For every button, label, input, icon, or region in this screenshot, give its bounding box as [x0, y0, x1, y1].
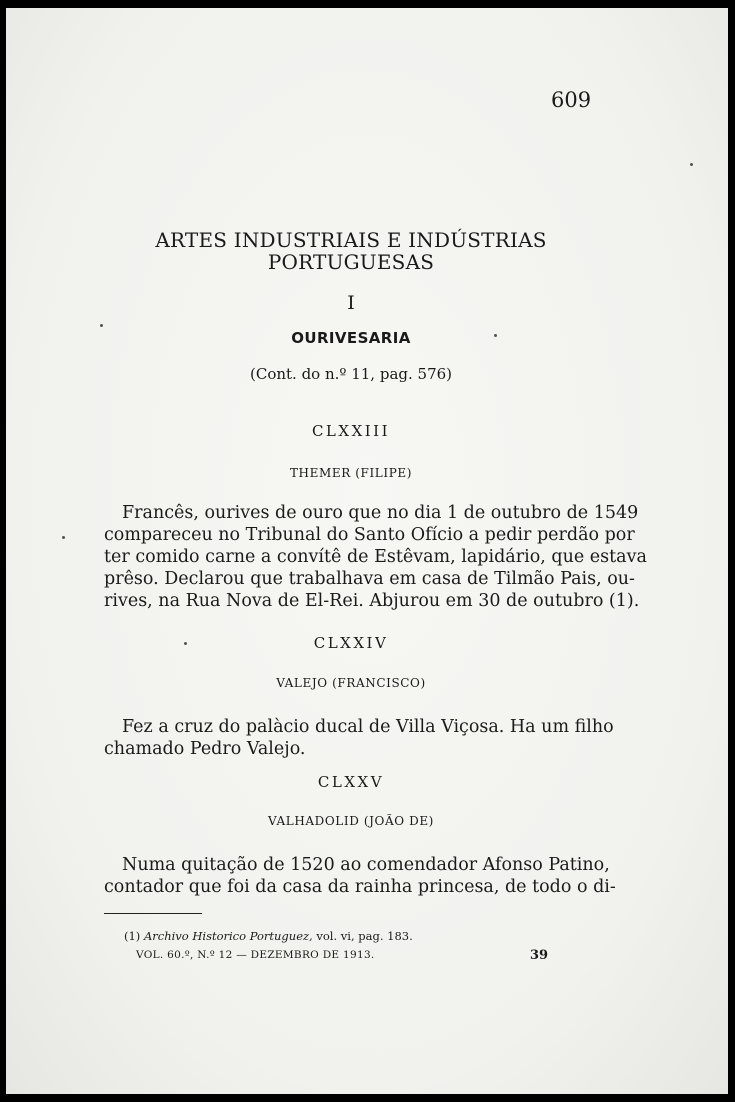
paragraph-line: Fez a cruz do palàcio ducal de Villa Viçosa. Ha um filho — [122, 717, 614, 737]
entry-paragraph — [104, 502, 647, 612]
paragraph-line: compareceu no Tribunal do Santo Ofício a pedir perdão por — [104, 525, 635, 545]
paragraph-line: Francês, ourives de ouro que no dia 1 de outubro de 1549 — [122, 503, 639, 523]
paragraph-line: ter comido carne a convítê de Estêvam, lapidário, que estava — [104, 547, 647, 567]
footnote-rule — [104, 913, 202, 914]
paragraph-line: chamado Pedro Valejo. — [104, 739, 306, 759]
page-number: 609 — [551, 88, 592, 112]
entry-name: VALHADOLID (JOÃO DE) — [268, 814, 434, 828]
section-title: OURIVESARIA — [291, 329, 411, 347]
footnote — [124, 929, 413, 943]
paper-speck — [62, 536, 65, 539]
entry-number: CLXXV — [317, 773, 385, 791]
signature-mark: 39 — [530, 948, 549, 963]
footnote-rest: vol. vi, pag. 183. — [316, 929, 413, 943]
entry-number: CLXXIV — [313, 634, 389, 652]
document-page — [6, 8, 728, 1094]
paper-speck — [184, 642, 187, 645]
paragraph-line: contador que foi da casa da rainha princesa, de todo o di- — [104, 877, 616, 897]
part-numeral: I — [347, 292, 355, 314]
footnote-source: Archivo Historico Portuguez, — [143, 929, 313, 943]
entry-name: THEMER (FILIPE) — [289, 466, 413, 480]
paper-speck — [100, 324, 103, 327]
article-title-line-2: PORTUGUESAS — [267, 250, 435, 274]
paragraph-line: prêso. Declarou que trabalhava em casa de Tilmão Pais, ou- — [104, 569, 635, 589]
footnote-marker: (1) — [124, 929, 141, 943]
entry-name: VALEJO (FRANCISCO) — [276, 676, 426, 690]
continuation-note: (Cont. do n.º 11, pag. 576) — [249, 365, 453, 383]
paper-speck — [494, 334, 497, 337]
entry-paragraph — [104, 716, 614, 760]
paragraph-line: Numa quitação de 1520 ao comendador Afonso Patino, — [122, 855, 610, 875]
paper-speck — [690, 163, 693, 166]
paragraph-line: rives, na Rua Nova de El-Rei. Abjurou em 30 de outubro (1). — [104, 591, 640, 611]
entry-paragraph — [104, 854, 616, 898]
volume-line: VOL. 60.º, N.º 12 — DEZEMBRO DE 1913. — [136, 949, 375, 961]
article-title-line-1: ARTES INDUSTRIAIS E INDÚSTRIAS — [155, 228, 547, 252]
entry-number: CLXXIII — [311, 422, 391, 440]
